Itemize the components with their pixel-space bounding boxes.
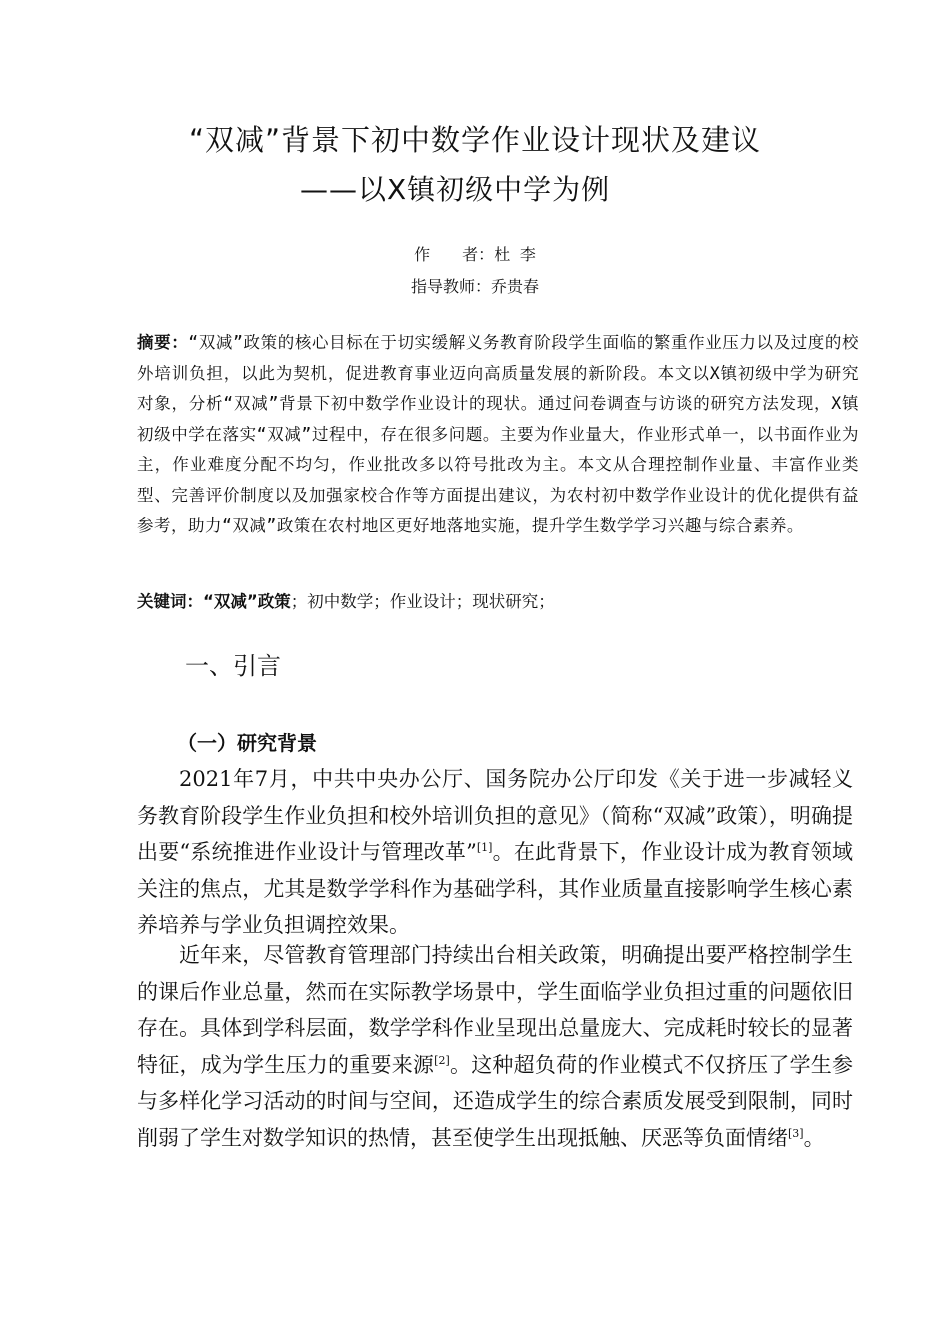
paragraph-2: [137, 937, 853, 1156]
citation-2[interactable]: [2]: [434, 1053, 450, 1067]
abstract: [137, 328, 859, 542]
section-heading: 一、引言: [185, 652, 281, 680]
abstract-text: “双减”政策的核心目标在于切实缓解义务教育阶段学生面临的繁重作业压力以及过度的校外培训负担，以此为契机，促进教育事业迈向高质量发展的新阶段。本文以X镇初级中学为研究对象，分析“双减”背景下初中数学作业设计的现状。通过问卷调查与访谈的研究方法发现，X镇初级中学在落实“双减”过程中，存在很多问题。主要为作业量大，作业形式单一，以书面作业为主，作业难度分配不均匀，作业批改多以符号批改为主。本文从合理控制作业量、丰富作业类型、完善评价制度以及加强家校合作等方面提出建议，为农村初中数学作业设计的优化提供有益参考，助力“双减”政策在农村地区更好地落地实施，提升学生数学学习兴趣与综合素养。: [137, 333, 859, 535]
author-line: [0, 243, 950, 267]
paper-subtitle: ——以X镇初级中学为例: [300, 173, 611, 206]
paragraph-2-tail: 。: [803, 1125, 825, 1150]
keyword-first: “双减”政策: [203, 592, 291, 611]
paragraph-1-text: 2021年7月，中共中央办公厅、国务院办公厅印发《关于进一步减轻义务教育阶段学生作业负担和校外培训负担的意见》（简称“双减”政策），明确提出要“系统推进作业设计与管理改革”: [137, 767, 853, 864]
citation-1[interactable]: [1]: [476, 841, 493, 854]
subsection-heading: （一）研究背景: [177, 731, 317, 755]
keywords-rest: ；初中数学；作业设计；现状研究；: [290, 592, 555, 611]
keywords: [137, 588, 859, 616]
paragraph-2-text: 近年来，尽管教育管理部门持续出台相关政策，明确提出要严格控制学生的课后作业总量，然而在实际教学场景中，学生面临学业负担过重的问题依旧存在。具体到学科层面，数学学科作业呈现出总量庞大、完成耗时较长的显著特征，成为学生压力的重要来源: [137, 943, 853, 1077]
advisor-label: 指导教师：: [410, 277, 491, 296]
paragraph-2-mid: 。这种超负荷的作业模式不仅挤压了学生参与多样化学习活动的时间与空间，还造成学生的综合素质发展受到限制，同时削弱了学生对数学知识的热情，甚至使学生出现抵触、厌恶等负面情绪: [137, 1052, 854, 1150]
author-label: 作 者：: [414, 245, 495, 264]
advisor-name: 乔贵春: [491, 277, 540, 296]
abstract-label: 摘要：: [137, 333, 189, 352]
paper-title: “双减”背景下初中数学作业设计现状及建议: [188, 123, 762, 157]
keywords-label: 关键词：: [137, 592, 203, 611]
paragraph-1: [137, 761, 853, 944]
paragraph-1-tail: 。在此背景下，作业设计成为教育领域关注的焦点，尤其是数学学科作为基础学科，其作业质量直接影响学生核心素养培养与学业负担调控效果。: [137, 840, 853, 937]
author-name: 杜 李: [494, 245, 536, 264]
citation-3[interactable]: [3]: [788, 1126, 804, 1140]
advisor-line: [0, 275, 950, 299]
